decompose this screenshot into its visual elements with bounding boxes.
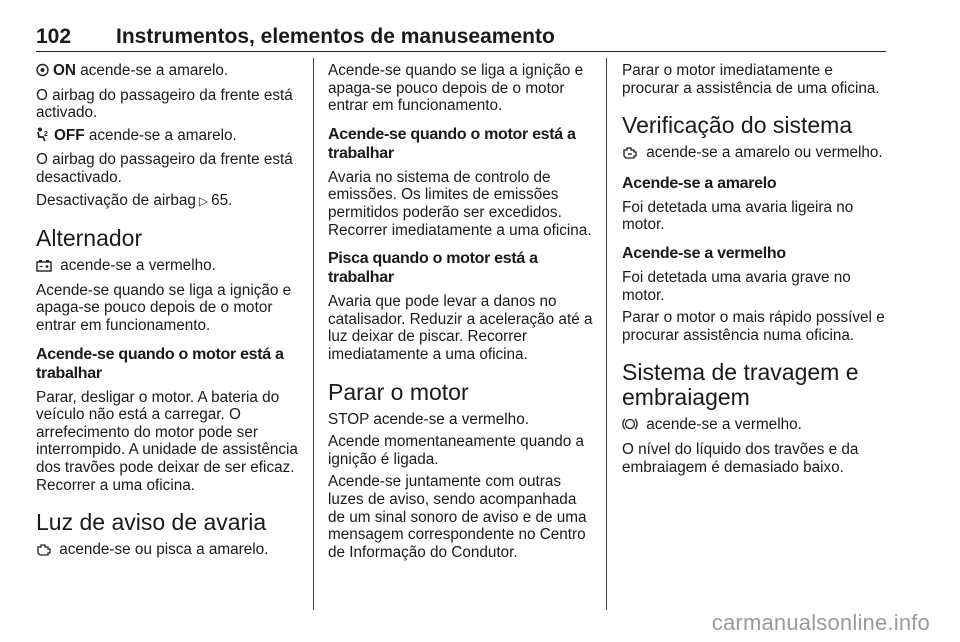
paragraph: Acende-se quando se liga a ignição e apaga-se pouco depois de o motor entrar em funcionamento. bbox=[328, 62, 584, 115]
paragraph bbox=[36, 541, 301, 561]
paragraph: Parar, desligar o motor. A bateria do veículo não está a carregar. O arrefecimento do motor pode ser interrompido. A unidade de assistência dos travões pode deixar de ser eficaz. Recorrer a uma oficina. bbox=[36, 388, 298, 494]
page-header bbox=[36, 26, 886, 52]
status-off: OFF bbox=[54, 126, 85, 144]
paragraph-text: acende-se a amarelo ou vermelho. bbox=[642, 144, 883, 162]
section-heading-travagem: Sistema de travagem e embraiagem bbox=[622, 359, 859, 411]
subheading: Acende-se a amarelo bbox=[622, 174, 777, 192]
paragraph: Parar o motor o mais rápido possível e procurar assistência numa oficina. bbox=[622, 309, 885, 344]
paragraph: Foi detetada uma avaria grave no motor. bbox=[622, 268, 851, 304]
paragraph-text: acende-se ou pisca a amarelo. bbox=[55, 541, 269, 559]
paragraph: STOP acende-se a vermelho. bbox=[328, 410, 529, 428]
brake-warning-icon bbox=[622, 417, 638, 436]
page-reference[interactable]: 65. bbox=[211, 191, 233, 209]
paragraph: Parar o motor imediatamente e procurar a assistência de uma oficina. bbox=[622, 62, 880, 97]
watermark: carmanualsonline.info bbox=[711, 610, 930, 635]
subheading: Pisca quando o motor está a trabalhar bbox=[328, 250, 538, 287]
airbag-seat-icon bbox=[36, 63, 49, 82]
paragraph: Acende-se juntamente com outras luzes de aviso, sendo acompanhada de um sinal sonoro de aviso e de uma mensagem correspondente no Centro de Informação do Condutor. bbox=[328, 473, 587, 561]
status-on: ON bbox=[53, 62, 76, 79]
paragraph bbox=[622, 144, 890, 164]
battery-icon bbox=[36, 259, 52, 277]
paragraph bbox=[36, 127, 301, 147]
paragraph: O airbag do passageiro da frente está desactivado. bbox=[36, 151, 293, 186]
paragraph: O airbag do passageiro da frente está activado. bbox=[36, 86, 293, 122]
svg-text:2: 2 bbox=[44, 130, 48, 138]
paragraph: Avaria no sistema de controlo de emissões. Os limites de emissões permitidos poderão ser excedidos. Recorrer imediatamente a uma oficina. bbox=[328, 168, 592, 239]
section-heading-parar-motor: Parar o motor bbox=[328, 378, 469, 405]
wrench-engine-icon bbox=[622, 146, 638, 164]
subheading: Acende-se quando o motor está a trabalhar bbox=[36, 345, 284, 382]
paragraph: Acende-se quando se liga a ignição e apaga-se pouco depois de o motor entrar em funcionamento. bbox=[36, 281, 292, 334]
section-heading-alternador: Alternador bbox=[36, 225, 143, 252]
paragraph-text: acende-se a amarelo. bbox=[75, 62, 229, 79]
section-heading-verificacao: Verificação do sistema bbox=[622, 112, 853, 139]
paragraph bbox=[622, 416, 890, 436]
paragraph: O nível do líquido dos travões e da embraiagem é demasiado baixo. bbox=[622, 440, 859, 476]
subheading: Acende-se a vermelho bbox=[622, 244, 786, 262]
engine-warning-icon bbox=[36, 543, 51, 561]
paragraph bbox=[36, 257, 301, 277]
column-3 bbox=[622, 62, 890, 481]
subheading: Acende-se quando o motor está a trabalhar bbox=[328, 125, 576, 162]
paragraph-text: acende-se a amarelo. bbox=[84, 126, 237, 144]
paragraph bbox=[36, 62, 301, 82]
paragraph-text: acende-se a vermelho. bbox=[56, 257, 216, 275]
paragraph bbox=[36, 192, 301, 211]
paragraph-text: acende-se a vermelho. bbox=[642, 416, 802, 434]
paragraph-text: Desactivação de airbag bbox=[36, 191, 196, 209]
column-divider bbox=[313, 58, 314, 610]
paragraph: Foi detetada uma avaria ligeira no motor. bbox=[622, 198, 854, 234]
column-divider bbox=[606, 58, 607, 610]
section-heading-luz-aviso: Luz de aviso de avaria bbox=[36, 509, 267, 536]
column-1 bbox=[36, 62, 301, 566]
column-2 bbox=[328, 62, 596, 566]
page-title: Instrumentos, elementos de manuseamento bbox=[116, 25, 555, 48]
paragraph: Acende momentaneamente quando a ignição é ligada. bbox=[328, 433, 584, 468]
page-reference-arrow-icon: ▷ bbox=[198, 193, 209, 208]
paragraph: Avaria que pode levar a danos no catalisador. Reduzir a aceleração até a luz deixar de piscar. Recorrer imediatamente a uma oficina. bbox=[328, 293, 593, 363]
airbag-off-icon bbox=[36, 127, 50, 147]
page-number: 102 bbox=[36, 25, 72, 48]
